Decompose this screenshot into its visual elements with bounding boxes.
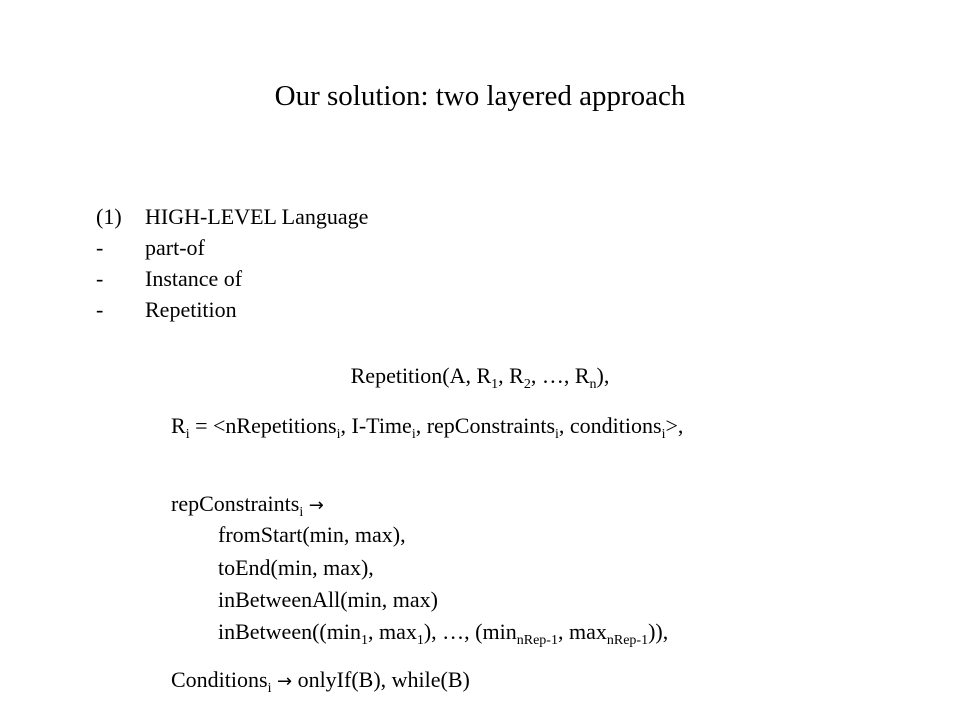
formula-text: onlyIf(B), while(B) bbox=[292, 667, 470, 692]
formula-subscript: 1 bbox=[360, 633, 368, 648]
formula-subscript: i bbox=[299, 505, 304, 520]
list-marker: - bbox=[96, 297, 104, 322]
list-item bbox=[0, 294, 960, 325]
list-marker: (1) bbox=[96, 204, 122, 229]
rep-constraint-from-start: fromStart(min, max), bbox=[218, 522, 406, 547]
formula-subscript: nRep-1 bbox=[516, 633, 558, 648]
formula-text: , …, R bbox=[530, 363, 590, 388]
formula-text: , conditions bbox=[558, 413, 662, 438]
rep-constraints-heading bbox=[171, 491, 324, 520]
formula-text: , max bbox=[367, 619, 417, 644]
formula-text: inBetween((min bbox=[218, 619, 361, 644]
formula-subscript: i bbox=[555, 427, 559, 442]
formula-text: ), …, (min bbox=[423, 619, 517, 644]
formula-subscript: i bbox=[185, 427, 190, 442]
formula-subscript: 1 bbox=[491, 377, 499, 392]
arrow-right-icon: → bbox=[308, 495, 324, 516]
list-item bbox=[0, 263, 960, 294]
ri-definition bbox=[171, 413, 684, 442]
formula-subscript: i bbox=[336, 427, 341, 442]
list-item bbox=[0, 232, 960, 263]
formula-text: Conditions bbox=[171, 667, 268, 692]
list-marker: - bbox=[96, 235, 104, 260]
formula-text: , R bbox=[498, 363, 524, 388]
list-item-text: HIGH-LEVEL Language bbox=[145, 204, 369, 229]
rep-constraint-to-end: toEnd(min, max), bbox=[218, 555, 374, 580]
list-item bbox=[0, 201, 960, 232]
formula-text: , I-Time bbox=[340, 413, 412, 438]
formula-text: )), bbox=[648, 619, 669, 644]
conditions-definition bbox=[171, 667, 470, 696]
repetition-formula bbox=[0, 363, 960, 392]
formula-subscript: i bbox=[411, 427, 416, 442]
slide-title: Our solution: two layered approach bbox=[274, 80, 686, 112]
formula-text: R bbox=[171, 413, 186, 438]
formula-text: = <nRepetitions bbox=[189, 413, 337, 438]
formula-subscript: 1 bbox=[416, 633, 424, 648]
formula-text: Repetition(A, R bbox=[350, 363, 492, 388]
formula-text: , repConstraints bbox=[415, 413, 556, 438]
formula-subscript: n bbox=[589, 377, 597, 392]
formula-text: , max bbox=[557, 619, 607, 644]
list-item-text: part-of bbox=[145, 235, 205, 260]
rep-constraint-in-between-all: inBetweenAll(min, max) bbox=[218, 587, 438, 612]
formula-subscript: i bbox=[661, 427, 666, 442]
list-marker: - bbox=[96, 266, 104, 291]
formula-subscript: i bbox=[267, 681, 272, 696]
arrow-right-icon: → bbox=[276, 671, 293, 692]
formula-text: repConstraints bbox=[171, 491, 300, 516]
rep-constraint-in-between bbox=[218, 619, 669, 648]
formula-text: >, bbox=[665, 413, 684, 438]
formula-subscript: nRep-1 bbox=[606, 633, 649, 648]
formula-subscript: 2 bbox=[523, 377, 531, 392]
list-item-text: Repetition bbox=[145, 297, 237, 322]
feature-list bbox=[0, 201, 960, 325]
formula-text: ), bbox=[596, 363, 610, 388]
list-item-text: Instance of bbox=[145, 266, 243, 291]
